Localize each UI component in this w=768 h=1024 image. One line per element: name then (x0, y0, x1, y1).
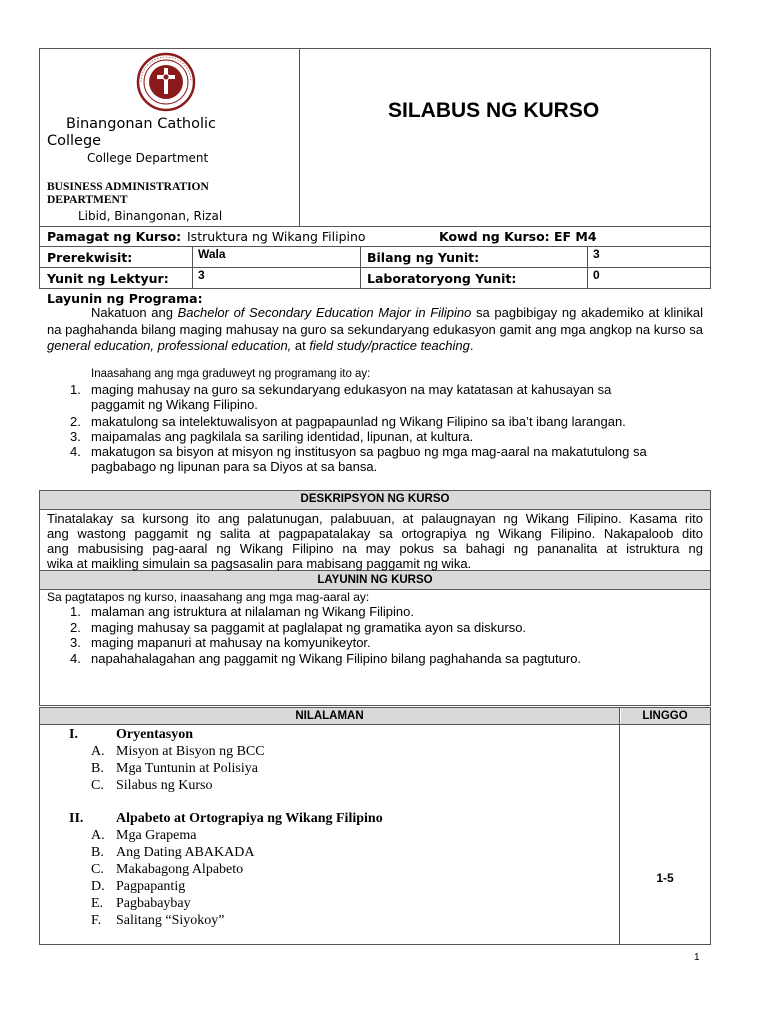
list-item: C. Makabagong Alpabeto (91, 862, 244, 877)
school-name: Binangonan Catholic (66, 116, 216, 132)
objectives-intro: Sa pagtatapos ng kurso, inaasahang ang mga mag-aaral ay: (47, 590, 370, 604)
lecture-units-value: 3 (198, 268, 205, 282)
objectives-heading: LAYUNIN NG KURSO (317, 574, 433, 586)
list-item: 4. makatugon sa bisyon at misyon ng institusyon sa pagbuo ng mga mag-aaral na makatutulong sa pagbabago ng lipunan para sa Diyos at sa bansa. (70, 444, 647, 474)
school-address: Libid, Binangonan, Rizal (78, 209, 223, 223)
list-item: F. Salitang “Siyokoy” (91, 913, 225, 928)
prerequisite-label: Prerekwisit: (47, 250, 133, 265)
list-item: A. Misyon at Bisyon ng BCC (91, 744, 265, 759)
list-item: 4. napahahalagahan ang paggamit ng Wikang Filipino bilang paghahanda sa pagtuturo. (70, 651, 582, 666)
graduate-expectation: Inaasahang ang mga graduweyt ng programang ito ay: (91, 368, 371, 380)
week-heading: LINGGO (642, 710, 688, 722)
college-department: College Department (87, 151, 209, 165)
page-number: 1 (694, 952, 700, 963)
course-description: Tinatalakay sa kursong ito ang palatunugan, palabuuan, at palaugnayan ng Wikang Filipino. Kasama rito ang wastong paggamit ng salita at pagpapatalakay sa ortograpiya ng Wikang Filipino. Nakapaloob dito ang mabusising pag-aaral ng Wikang Filipino na may pokus sa bahagi ng pananalita at istruktura ng wika at maikling simulain sa pagsasalin para mabisang paggamit ng wika. (47, 511, 703, 571)
list-item: 1. malaman ang istruktura at nilalaman ng Wikang Filipino. (70, 604, 414, 619)
units-label: Bilang ng Yunit: (367, 250, 480, 265)
list-item: C. Silabus ng Kurso (91, 778, 213, 793)
list-item: 2. makatulong sa intelektuwalisyon at pagpapaunlad ng Wikang Filipino sa iba’t ibang larangan. (70, 414, 626, 429)
school-name-line2: College (47, 133, 102, 149)
course-title-value: Istruktura ng Wikang Filipino (187, 229, 366, 244)
course-code-label: Kowd ng Kurso: (439, 229, 550, 244)
program-description: Nakatuon ang Bachelor of Secondary Education Major in Filipino sa pagbibigay ng akademiko at klinikal na paghahanda bilang maging mahusay na guro sa sekundaryang edukasyon gamit ang mga angkop na kurso sa general education, professional education, at field study/practice teaching. (47, 305, 703, 353)
list-item: 1. maging mahusay na guro sa sekundaryang edukasyon na may katatasan at kahusayan sa paggamit ng Wikang Filipino. (70, 382, 612, 412)
lab-units-value: 0 (593, 268, 600, 282)
document-title: SILABUS NG KURSO (388, 99, 600, 122)
content-heading: NILALAMAN (295, 710, 364, 722)
course-title-label: Pamagat ng Kurso: (47, 229, 182, 244)
list-item: B. Mga Tuntunin at Polisiya (91, 761, 258, 776)
prerequisite-value: Wala (198, 247, 226, 261)
section-alphabet: II. Alpabeto at Ortograpiya ng Wikang Filipino (69, 811, 383, 826)
course-code-value: EF M4 (554, 229, 597, 244)
description-heading: DESKRIPSYON NG KURSO (300, 493, 450, 505)
list-item: D. Pagpapantig (91, 879, 186, 894)
school-seal-logo (135, 52, 197, 112)
lab-units-label: Laboratoryong Yunit: (367, 271, 517, 286)
list-item: 3. maging mapanuri at mahusay na komyunikeytor. (70, 635, 371, 650)
list-item: E. Pagbabaybay (91, 896, 191, 911)
program-heading: Layunin ng Programa: (47, 291, 203, 306)
week-range: 1-5 (656, 871, 674, 885)
section-orientation: I. Oryentasyon (69, 727, 193, 742)
list-item: 2. maging mahusay sa paggamit at paglalapat ng gramatika ayon sa diskurso. (70, 620, 527, 635)
department-name: BUSINESS ADMINISTRATION (47, 181, 209, 193)
list-item: B. Ang Dating ABAKADA (91, 845, 255, 860)
units-value: 3 (593, 247, 600, 261)
department-name-line2: DEPARTMENT (47, 194, 128, 206)
list-item: 3. maipamalas ang pagkilala sa sariling identidad, lipunan, at kultura. (70, 429, 474, 444)
list-item: A. Mga Grapema (91, 828, 197, 843)
lecture-units-label: Yunit ng Lektyur: (47, 271, 169, 286)
